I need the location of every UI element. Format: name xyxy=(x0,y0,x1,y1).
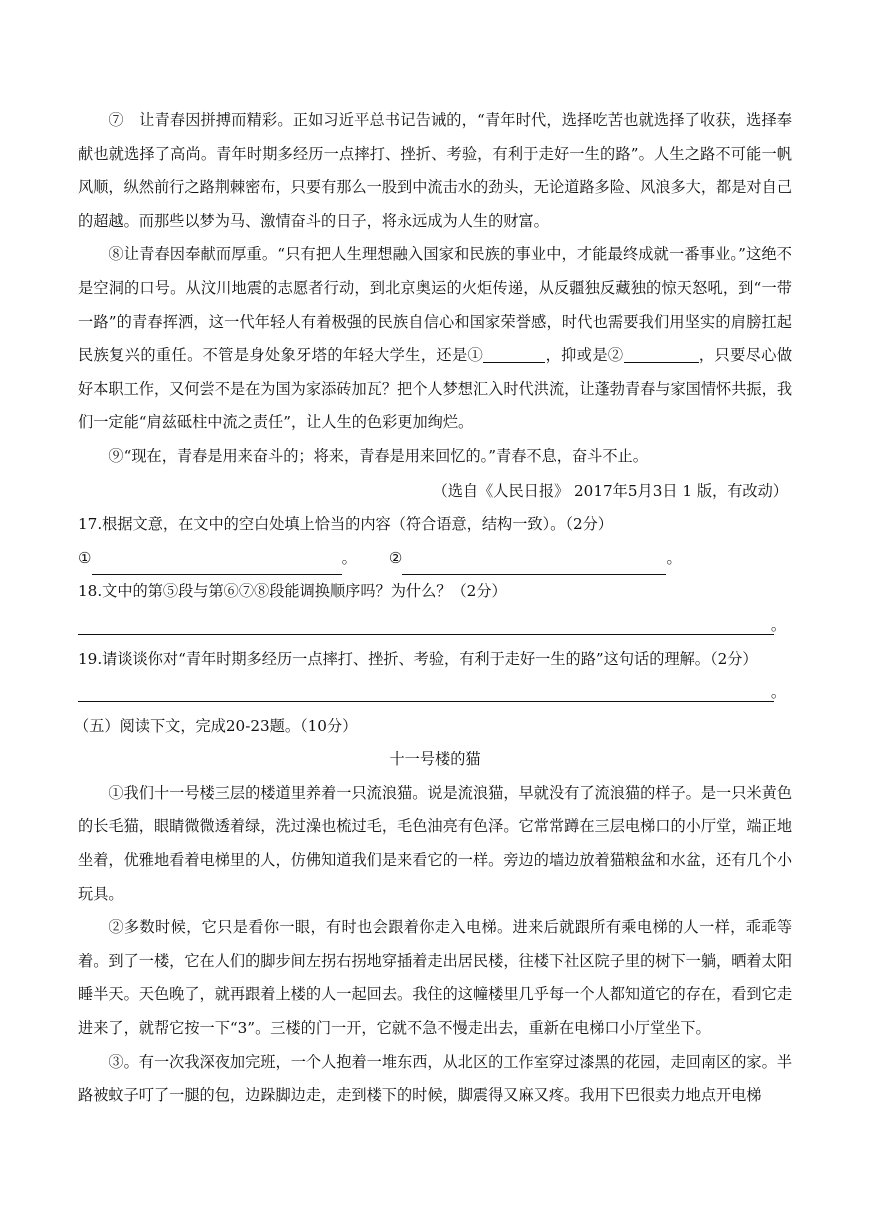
story-paragraph-3: ③。有一次我深夜加完班，一个人抱着一堆东西，从北区的工作室穿过漆黑的花园，走回南区的家。半路被蚊子叮了一腿的包，边跺脚边走，走到楼下的时候，脚震得又麻又疼。我用下巴很卖力地点开电梯 xyxy=(78,1052,792,1105)
answer-end-19: 。 xyxy=(770,683,786,702)
answer-end-18: 。 xyxy=(770,615,786,634)
document-page xyxy=(74,104,793,1113)
paragraph-8-text-c: ，只要尽心做好本职工作，又何尝不是在为国为家添砖加瓦？把个人梦想汇入时代洪流，让蓬勃青春与家国情怀共振，我们一定能“肩兹砥柱中流之责任”，让人生的色彩更加绚烂。 xyxy=(78,346,793,432)
paragraph-8-text-a: ⑧让青春因奉献而厚重。“只有把人生理想融入国家和民族的事业中，才能最终成就一番事业。”这绝不是空洞的口号。从汶川地震的志愿者行动，到北京奥运的火炬传递，从反疆独反藏独的惊天怒吼，到“一带一路”的青春挥洒，这一代年轻人有着极强的民族自信心和国家荣誉感，时代也需要我们用坚实的肩膀扛起民族复兴的重任。不管是身处象牙塔的年轻大学生，还是① xyxy=(78,245,792,365)
fill-blank-1[interactable] xyxy=(483,345,545,363)
fill-blank-2[interactable] xyxy=(624,345,699,363)
answer-mark-2: ② xyxy=(388,548,403,567)
answer-line-2[interactable] xyxy=(402,552,666,575)
answer-line-1[interactable] xyxy=(92,552,342,575)
answer-end-2: 。 xyxy=(666,548,682,567)
story-title: 十一号楼的猫 xyxy=(389,750,481,769)
question-18-answer-line[interactable] xyxy=(78,609,792,643)
answer-mark-1: ① xyxy=(78,548,92,567)
paragraph-8-text-b: ，抑或是② xyxy=(545,346,624,365)
question-17: 17.根据文意，在文中的空白处填上恰当的内容（符合语意，结构一致）。（2分） xyxy=(78,515,613,534)
paragraph-8 xyxy=(78,238,792,440)
question-18: 18.文中的第⑤段与第⑥⑦⑧段能调换顺序吗？为什么？（2分） xyxy=(78,582,507,601)
answer-end-1: 。 xyxy=(341,548,357,567)
question-17-answer-row xyxy=(78,542,792,576)
question-19: 19.请谈谈你对“青年时期多经历一点摔打、挫折、考验，有利于走好一生的路”这句话的理解。（2分） xyxy=(78,649,758,668)
story-paragraph-2: ②多数时候，它只是看你一眼，有时也会跟着你走入电梯。进来后就跟所有乘电梯的人一样，乖乖等着。到了一楼，它在人们的脚步间左拐右拐地穿插着走出居民楼，往楼下社区院子里的树下一躺，晒着太阳睡半天。天色晚了，就再跟着上楼的人一起回去。我住的这幢楼里几乎每一个人都知道它的存在，看到它走进来了，就帮它按一下“3”。三楼的门一开，它就不急不慢走出去，重新在电梯口小厅堂坐下。 xyxy=(78,918,792,1038)
paragraph-9: ⑨“现在，青春是用来奋斗的；将来，青春是用来回忆的。”青春不息，奋斗不止。 xyxy=(108,446,648,465)
section-5-heading: （五）阅读下文，完成20-23题。（10分） xyxy=(74,716,358,735)
question-19-answer-line[interactable] xyxy=(78,676,792,710)
story-paragraph-1: ①我们十一号楼三层的楼道里养着一只流浪猫。说是流浪猫，早就没有了流浪猫的样子。是一只米黄色的长毛猫，眼睛微微透着绿，洗过澡也梳过毛，毛色油亮有色泽。它常常蹲在三层电梯口的小厅堂，端正地坐着，优雅地看着电梯里的人，仿佛知道我们是来看它的一样。旁边的墙边放着猫粮盆和水盆，还有几个小玩具。 xyxy=(78,783,792,903)
paragraph-7: ⑦ 让青春因拼搏而精彩。正如习近平总书记告诫的，“青年时代，选择吃苦也就选择了收获，选择奉献也就选择了高尚。青年时期多经历一点摔打、挫折、考验，有利于走好一生的路”。人生之路不可能一帆风顺，纵然前行之路荆棘密布，只要有那么一股到中流击水的劲头，无论道路多险、风浪多大，都是对自己的超越。而那些以梦为马、激情奋斗的日子，将永远成为人生的财富。 xyxy=(78,111,792,230)
source-citation: （选自《人民日报》 2017年5月3日 1 版，有改动） xyxy=(432,481,788,500)
